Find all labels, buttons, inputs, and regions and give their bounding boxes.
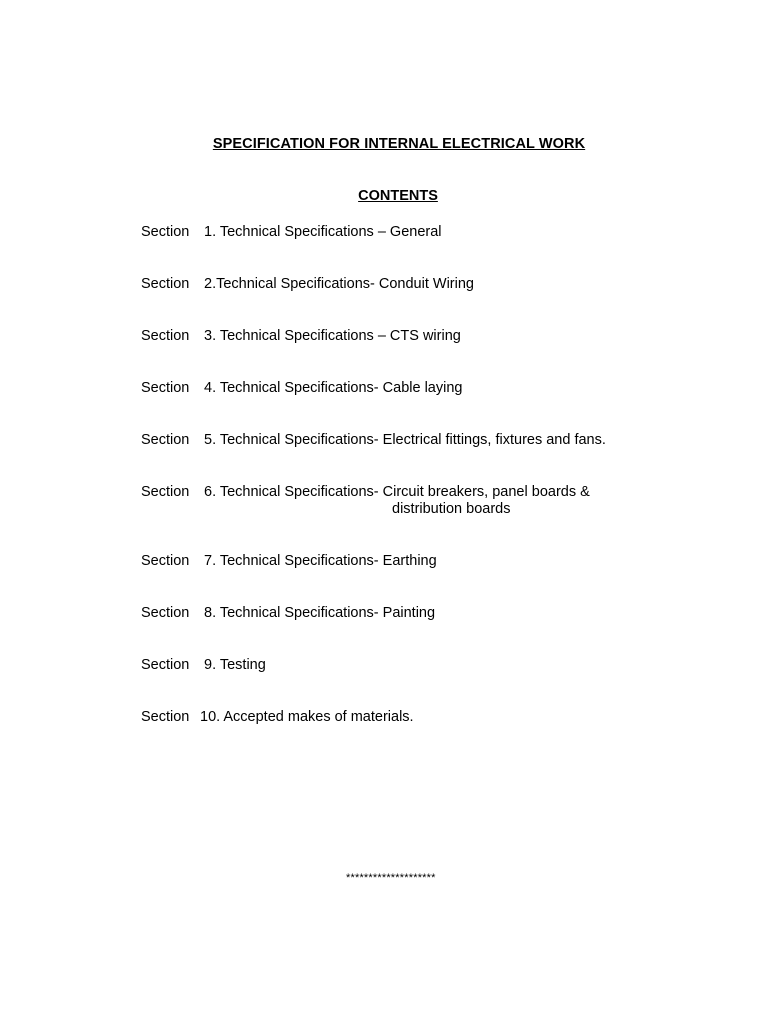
toc-entry-title: 8. Technical Specifications- Painting [204,605,436,621]
document-title: SPECIFICATION FOR INTERNAL ELECTRICAL WORK [212,136,586,152]
toc-section-label: Section [141,709,190,725]
toc-entry-title: 9. Testing [204,657,266,673]
toc-entry-continuation: distribution boards [392,501,511,517]
toc-entry-title: 5. Technical Specifications- Electrical fittings, fixtures and fans. [204,432,606,448]
toc-entry-title: 4. Technical Specifications- Cable laying [204,380,463,396]
toc-section-label: Section [141,328,190,344]
toc-section-label: Section [141,657,190,673]
toc-section-label: Section [141,553,190,569]
toc-section-label: Section [141,276,190,292]
toc-entry-title: 6. Technical Specifications- Circuit breakers, panel boards & [204,484,590,500]
toc-section-label: Section [141,605,190,621]
toc-section-label: Section [141,224,190,240]
toc-entry-title: 10. Accepted makes of materials. [200,709,414,725]
toc-entry-title: 3. Technical Specifications – CTS wiring [204,328,461,344]
toc-entry-title: 2.Technical Specifications- Conduit Wiring [204,276,474,292]
toc-section-label: Section [141,380,190,396]
toc-entry-title: 7. Technical Specifications- Earthing [204,553,437,569]
end-of-contents-marker: ******************** [346,872,436,884]
contents-heading: CONTENTS [358,188,438,204]
toc-section-label: Section [141,432,190,448]
toc-section-label: Section [141,484,190,500]
toc-entry-title: 1. Technical Specifications – General [204,224,442,240]
